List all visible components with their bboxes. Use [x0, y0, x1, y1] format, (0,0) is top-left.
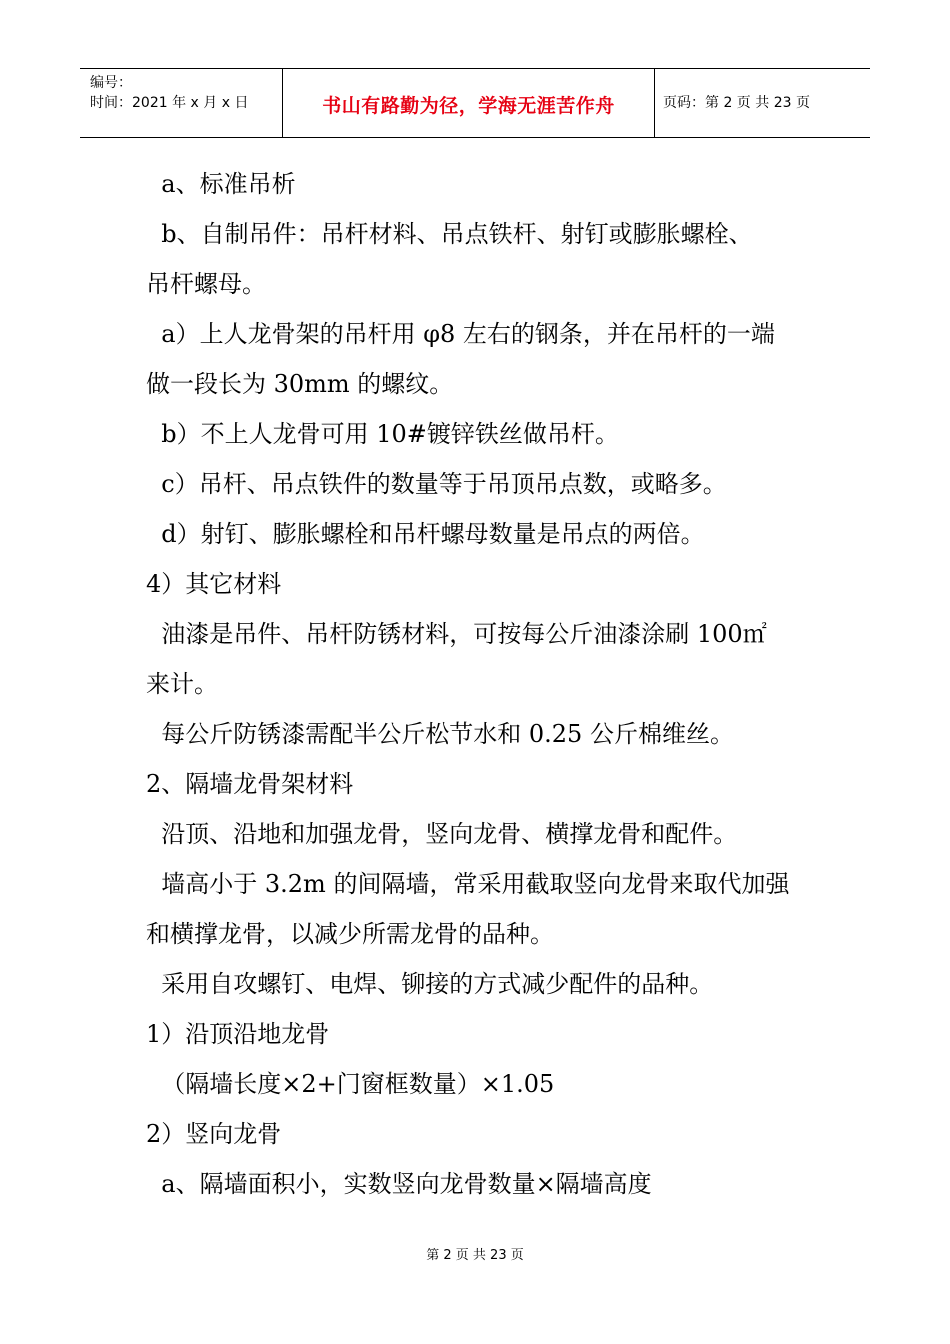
section-heading: 2、隔墙龙骨架材料 — [146, 770, 354, 798]
header-page-info: 页码：第 2 页 共 23 页 — [663, 95, 810, 111]
body-line: （隔墙长度×2+门窗框数量）×1.05 — [146, 1070, 555, 1098]
body-line: a、隔墙面积小，实数竖向龙骨数量×隔墙高度 — [146, 1170, 652, 1198]
body-line: 油漆是吊件、吊杆防锈材料，可按每公斤油漆涂刷 100㎡ — [146, 620, 767, 648]
body-line: a、标准吊析 — [146, 170, 296, 198]
body-line: 沿顶、沿地和加强龙骨，竖向龙骨、横撑龙骨和配件。 — [146, 820, 738, 848]
body-line: a）上人龙骨架的吊杆用 φ8 左右的钢条，并在吊杆的一端 — [146, 320, 775, 348]
body-line: 吊杆螺母。 — [146, 270, 266, 298]
document-number-label: 编号： — [90, 75, 132, 91]
body-line: 来计。 — [146, 670, 218, 698]
body-line: b、自制吊件：吊杆材料、吊点铁杆、射钉或膨胀螺栓、 — [146, 220, 753, 248]
header-page-cell — [655, 69, 870, 137]
body-line: c）吊杆、吊点铁件的数量等于吊顶吊点数，或略多。 — [146, 470, 727, 498]
header-motto-cell — [283, 69, 655, 137]
header-motto: 书山有路勤为径，学海无涯苦作舟 — [322, 95, 615, 117]
body-line: 和横撑龙骨，以减少所需龙骨的品种。 — [146, 920, 554, 948]
section-heading: 4）其它材料 — [146, 570, 282, 598]
body-line: b）不上人龙骨可用 10#镀锌铁丝做吊杆。 — [146, 420, 619, 448]
body-line: 每公斤防锈漆需配半公斤松节水和 0.25 公斤棉维丝。 — [146, 720, 734, 748]
page-footer: 第 2 页 共 23 页 — [426, 1248, 524, 1263]
page-header — [80, 68, 870, 138]
body-line: 做一段长为 30mm 的螺纹。 — [146, 370, 454, 398]
body-line: d）射钉、膨胀螺栓和吊杆螺母数量是吊点的两倍。 — [146, 520, 705, 548]
document-date-label: 时间：2021 年 x 月 x 日 — [90, 95, 249, 111]
header-meta-cell — [80, 69, 283, 137]
section-heading: 2）竖向龙骨 — [146, 1120, 282, 1148]
body-line: 墙高小于 3.2m 的间隔墙，常采用截取竖向龙骨来取代加强 — [146, 870, 790, 898]
body-line: 采用自攻螺钉、电焊、铆接的方式减少配件的品种。 — [146, 970, 714, 998]
section-heading: 1）沿顶沿地龙骨 — [146, 1020, 330, 1048]
